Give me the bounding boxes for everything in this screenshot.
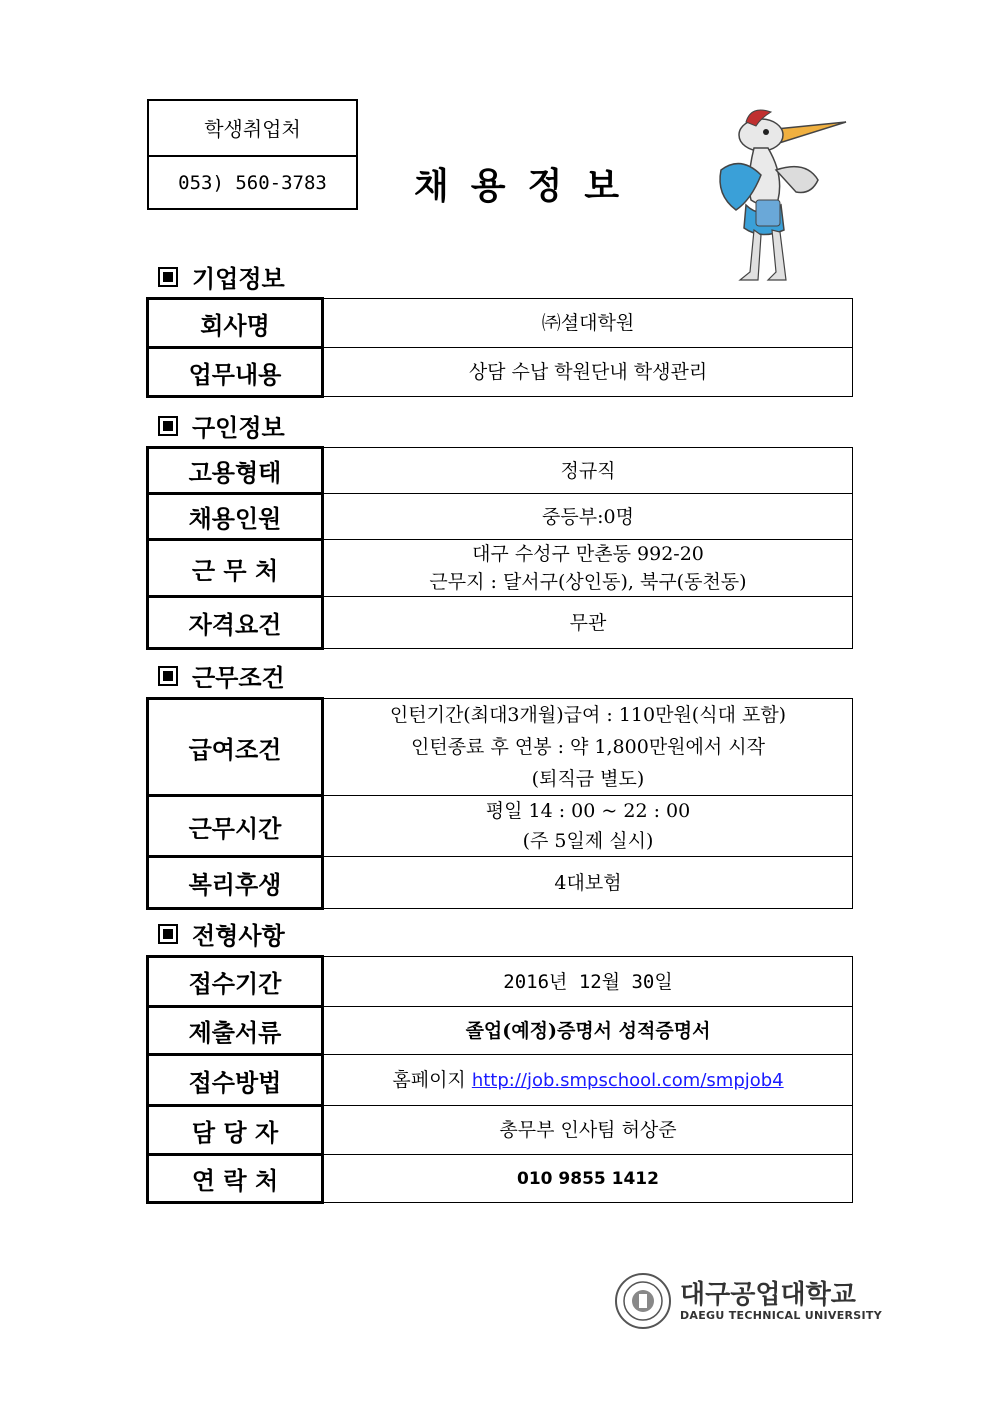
- application-period-label: 접수기간: [148, 957, 323, 1007]
- application-method-value: [323, 1055, 853, 1106]
- conditions-table: [146, 697, 853, 910]
- table-row: [148, 796, 853, 857]
- benefits-value: 4대보험: [323, 857, 853, 909]
- application-method-label: 접수방법: [148, 1055, 323, 1106]
- section-conditions-heading: [158, 658, 285, 693]
- selection-table: [146, 955, 853, 1204]
- salary-note: (퇴직금 별도): [531, 768, 645, 790]
- square-bullet-icon: [158, 666, 178, 686]
- salary-label: 급여조건: [148, 699, 323, 796]
- job-duty-value: 상담 수납 학원단내 학생관리: [323, 348, 853, 397]
- table-row: [148, 699, 853, 796]
- table-row: [148, 1155, 853, 1203]
- section-selection-label: 전형사항: [192, 921, 285, 950]
- contact-phone: 053) 560-3783: [178, 172, 327, 195]
- table-row: [148, 348, 853, 397]
- square-bullet-icon: [158, 924, 178, 944]
- salary-value: [323, 699, 853, 796]
- work-hours-value: [323, 796, 853, 857]
- table-row: [148, 448, 853, 494]
- university-seal-icon: [614, 1272, 672, 1330]
- company-name-label: 회사명: [148, 299, 323, 348]
- table-row: [148, 957, 853, 1007]
- university-name-en: DAEGU TECHNICAL UNIVERSITY: [680, 1308, 882, 1322]
- page-title: 채용정보: [413, 166, 642, 207]
- job-duty-label: 업무내용: [148, 348, 323, 397]
- table-row: [148, 1055, 853, 1106]
- salary-intern: 인턴기간(최대3개월)급여 : 110만원(식대 포함): [389, 704, 787, 726]
- recruit-table: [146, 446, 853, 650]
- application-method-prefix: 홈페이지: [392, 1068, 466, 1091]
- square-bullet-icon: [158, 267, 178, 287]
- mascot-crane-image: [706, 100, 856, 290]
- table-row: [148, 597, 853, 649]
- workplace-address: 대구 수성구 만촌동 992-20: [472, 543, 704, 565]
- university-name-kr: 대구공업대학교: [680, 1279, 856, 1310]
- application-period-value: 2016년 12월 30일: [323, 957, 853, 1007]
- section-selection-heading: [158, 916, 285, 951]
- table-row: [148, 1007, 853, 1055]
- table-row: [148, 857, 853, 909]
- contact-person-label: 담 당 자: [148, 1106, 323, 1155]
- square-bullet-icon: [158, 416, 178, 436]
- contact-number-label: 연 락 처: [148, 1155, 323, 1203]
- headcount-value: 중등부:0명: [323, 494, 853, 540]
- work-hours-time: 평일 14 : 00 ~ 22 : 00: [485, 800, 691, 822]
- table-row: [148, 1106, 853, 1155]
- university-logo: [614, 1272, 882, 1330]
- employment-type-label: 고용형태: [148, 448, 323, 494]
- salary-annual: 인턴종료 후 연봉 : 약 1,800만원에서 시작: [411, 736, 765, 758]
- workplace-locations: 근무지 : 달서구(상인동), 북구(동천동): [429, 571, 747, 593]
- section-recruit-heading: [158, 408, 285, 443]
- work-hours-days: (주 5일제 실시): [522, 830, 654, 852]
- contact-label: 학생취업처: [149, 101, 356, 157]
- table-row: [148, 540, 853, 597]
- benefits-label: 복리후생: [148, 857, 323, 909]
- work-hours-label: 근무시간: [148, 796, 323, 857]
- contact-person-value: 총무부 인사팀 허상준: [323, 1106, 853, 1155]
- company-name-value: ㈜셜대학원: [323, 299, 853, 348]
- contact-box: [147, 99, 358, 210]
- section-company-label: 기업정보: [192, 264, 285, 293]
- headcount-label: 채용인원: [148, 494, 323, 540]
- section-conditions-label: 근무조건: [192, 663, 285, 692]
- section-recruit-label: 구인정보: [192, 413, 285, 442]
- documents-value: 졸업(예정)증명서 성적증명서: [323, 1007, 853, 1055]
- qualification-label: 자격요건: [148, 597, 323, 649]
- contact-number-value: 010 9855 1412: [323, 1155, 853, 1203]
- workplace-label: 근 무 처: [148, 540, 323, 597]
- section-company-heading: [158, 259, 285, 294]
- workplace-value: [323, 540, 853, 597]
- qualification-value: 무관: [323, 597, 853, 649]
- homepage-link[interactable]: http://job.smpschool.com/smpjob4: [471, 1069, 784, 1091]
- employment-type-value: 정규직: [323, 448, 853, 494]
- table-row: [148, 299, 853, 348]
- documents-label: 제출서류: [148, 1007, 323, 1055]
- table-row: [148, 494, 853, 540]
- company-table: [146, 297, 853, 398]
